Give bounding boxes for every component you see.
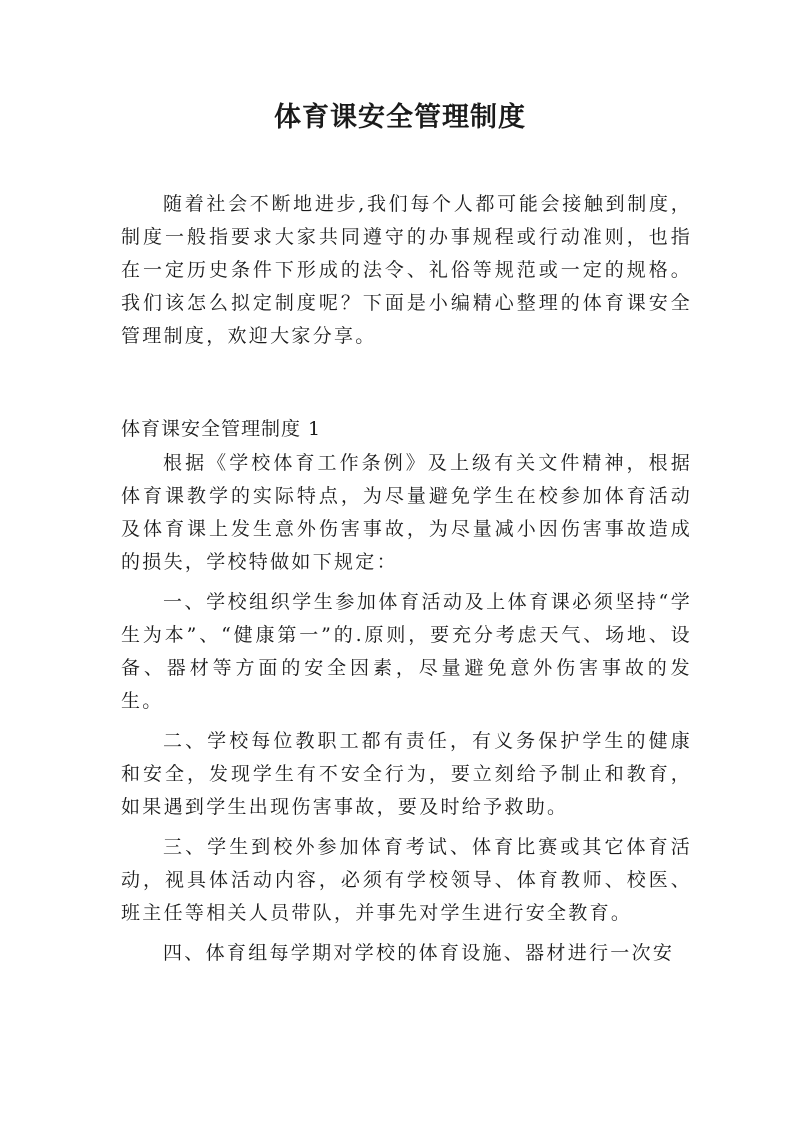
intro-paragraph: 随着社会不断地进步,我们每个人都可能会接触到制度，制度一般指要求大家共同遵守的办事规程或行动准则，也指在一定历史条件下形成的法令、礼俗等规范或一定的规格。我们该怎么拟定制度呢？下面是小编精心整理的体育课安全管理制度，欢迎大家分享。 [121,193,692,347]
section-body [121,447,692,977]
paragraph-rule-1: 一、学校组织学生参加体育活动及上体育课必须坚持“学生为本”、“健康第一”的.原则，要充分考虑天气、场地、设备、器材等方面的安全因素，尽量避免意外伤害事故的发生。 [121,591,692,712]
intro-block [121,188,692,353]
paragraph-rule-4: 四、体育组每学期对学校的体育设施、器材进行一次安 [163,942,675,964]
paragraph-preamble: 根据《学校体育工作条例》及上级有关文件精神，根据体育课教学的实际特点，为尽量避免学生在校参加体育活动及体育课上发生意外伤害事故，为尽量减小因伤害事故造成的损失，学校特做如下规定： [121,452,692,573]
paragraph-rule-3: 三、学生到校外参加体育考试、体育比赛或其它体育活动，视具体活动内容，必须有学校领导、体育教师、校医、班主任等相关人员带队，并事先对学生进行安全教育。 [121,836,692,924]
section-heading: 体育课安全管理制度 1 [121,418,322,440]
document-title: 体育课安全管理制度 [274,102,526,133]
paragraph-rule-2: 二、学校每位教职工都有责任，有义务保护学生的健康和安全，发现学生有不安全行为，要立刻给予制止和教育，如果遇到学生出现伤害事故，要及时给予救助。 [121,730,692,818]
